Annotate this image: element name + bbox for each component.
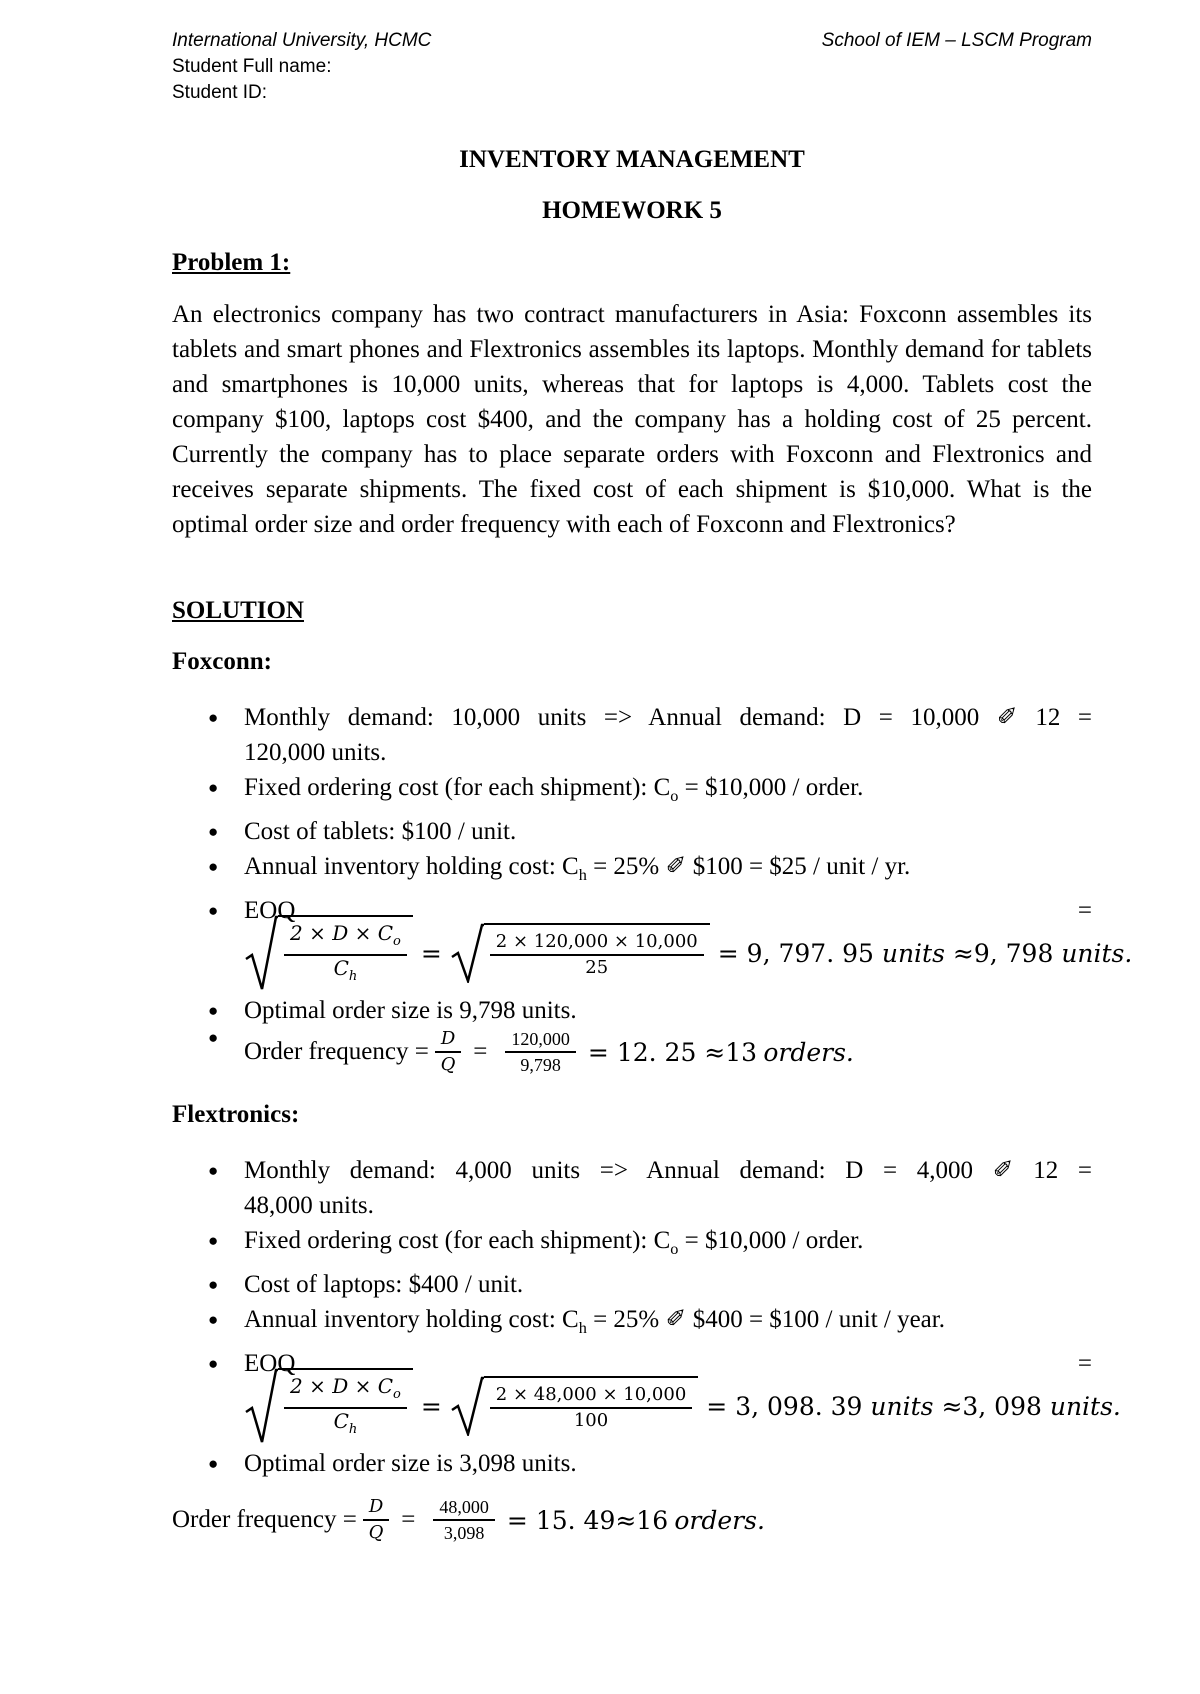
sqrt-numeric: $\frac{2 \times 48,000 \times 10,000}{100}$: [450, 1376, 698, 1436]
foxconn-bullets: [172, 700, 1092, 928]
flextronics-heading: Flextronics:: [172, 1101, 300, 1128]
list-item-continuation: 120,000 units.: [244, 739, 387, 766]
radical-sign: [450, 1376, 484, 1436]
foxconn-frequency: [172, 1028, 1092, 1076]
list-item: ● Optimal order size is 9,798 units.: [172, 993, 1092, 1028]
sqrt-numeric: $\frac{2 \times 120,000 \times 10,000}{25}$: [450, 923, 710, 983]
list-item: ● Cost of laptops: $400 / unit.: [172, 1267, 1092, 1302]
list-item: ● EOQ =: [172, 893, 1092, 928]
homework-title: HOMEWORK 5: [542, 197, 722, 224]
list-item-continuation: 48,000 units.: [244, 1192, 374, 1219]
problem-heading: Problem 1:: [172, 249, 291, 276]
program-name: School of IEM – LSCM Program: [821, 30, 1092, 51]
list-item: ● EOQ =: [172, 1346, 1092, 1381]
list-item: ● Fixed ordering cost (for each shipment): $C_o$ = $10,000 / order.: [172, 1223, 1092, 1267]
list-item: ● Cost of tablets: $100 / unit.: [172, 814, 1092, 849]
sqrt-general: $\frac{2 \times D \times C_o}{C_h}$: [244, 1368, 413, 1444]
list-item: ● Monthly demand: 10,000 units => Annual demand: D = 10,000 ✐ 12 =: [172, 700, 1092, 735]
list-item: ● Annual inventory holding cost: $C_h = 25\%$ ✐ $400 = $100 / unit / year.: [172, 1302, 1092, 1346]
institution-name: International University, HCMC: [172, 30, 432, 51]
course-title: INVENTORY MANAGEMENT: [459, 146, 805, 173]
list-item: ● Order frequency = $\frac{D}{Q}$ = $\frac{120,000}{9,798}$ = 12. 25 ≈13 orders.: [172, 1028, 1092, 1076]
foxconn-heading: Foxconn:: [172, 648, 272, 675]
radical-sign: [244, 1368, 278, 1444]
foxconn-eoq-formula: $\frac{2 \times D \times C_o}{C_h}$ = $\frac{2 \times 120,000 \times 10,000}{25}$ = 9, 797. 95 units ≈9, 798 units.: [244, 915, 1132, 991]
flextronics-bullets-2: [172, 1446, 1092, 1481]
solution-heading: SOLUTION: [172, 597, 304, 624]
problem-text: An electronics company has two contract manufacturers in Asia: Foxconn assembles its tablets and smart phones and Flextronics assembles its laptops. Monthly demand for tablets and smartphones is 10,000 units, whereas that for laptops is 4,000. Tablets cost the company $100, laptops cost $400, and the company has a holding cost of 25 percent. Currently the company has to place separate orders with Foxconn and Flextronics and receives separate shipments. The fixed cost of each shipment is $10,000. What is the optimal order size and order frequency with each of Foxconn and Flextronics?: [172, 301, 1092, 538]
list-item: ● Monthly demand: 4,000 units => Annual demand: D = 4,000 ✐ 12 =: [172, 1153, 1092, 1188]
list-item: ● Fixed ordering cost (for each shipment): $C_o$ = $10,000 / order.: [172, 770, 1092, 814]
student-name-label: Student Full name:: [172, 56, 332, 77]
list-item: ● Annual inventory holding cost: $C_h = 25\%$ ✐ $100 = $25 / unit / yr.: [172, 849, 1092, 893]
list-item: ● Optimal order size is 3,098 units.: [172, 1446, 1092, 1481]
student-id-label: Student ID:: [172, 82, 268, 103]
flextronics-frequency: Order frequency = $\frac{D}{Q}$ = $\frac{48,000}{3,098}$ = 15. 49≈16 orders.: [172, 1496, 765, 1543]
radical-sign: [244, 915, 278, 991]
flextronics-bullets: [172, 1153, 1092, 1381]
sqrt-general: $\frac{2 \times D \times C_o}{C_h}$: [244, 915, 413, 991]
radical-sign: [450, 923, 484, 983]
foxconn-bullets-2: [172, 993, 1092, 1028]
flextronics-eoq-formula: $\frac{2 \times D \times C_o}{C_h}$ = $\frac{2 \times 48,000 \times 10,000}{100}$ = 3, 098. 39 units ≈3, 098 units.: [244, 1368, 1121, 1444]
